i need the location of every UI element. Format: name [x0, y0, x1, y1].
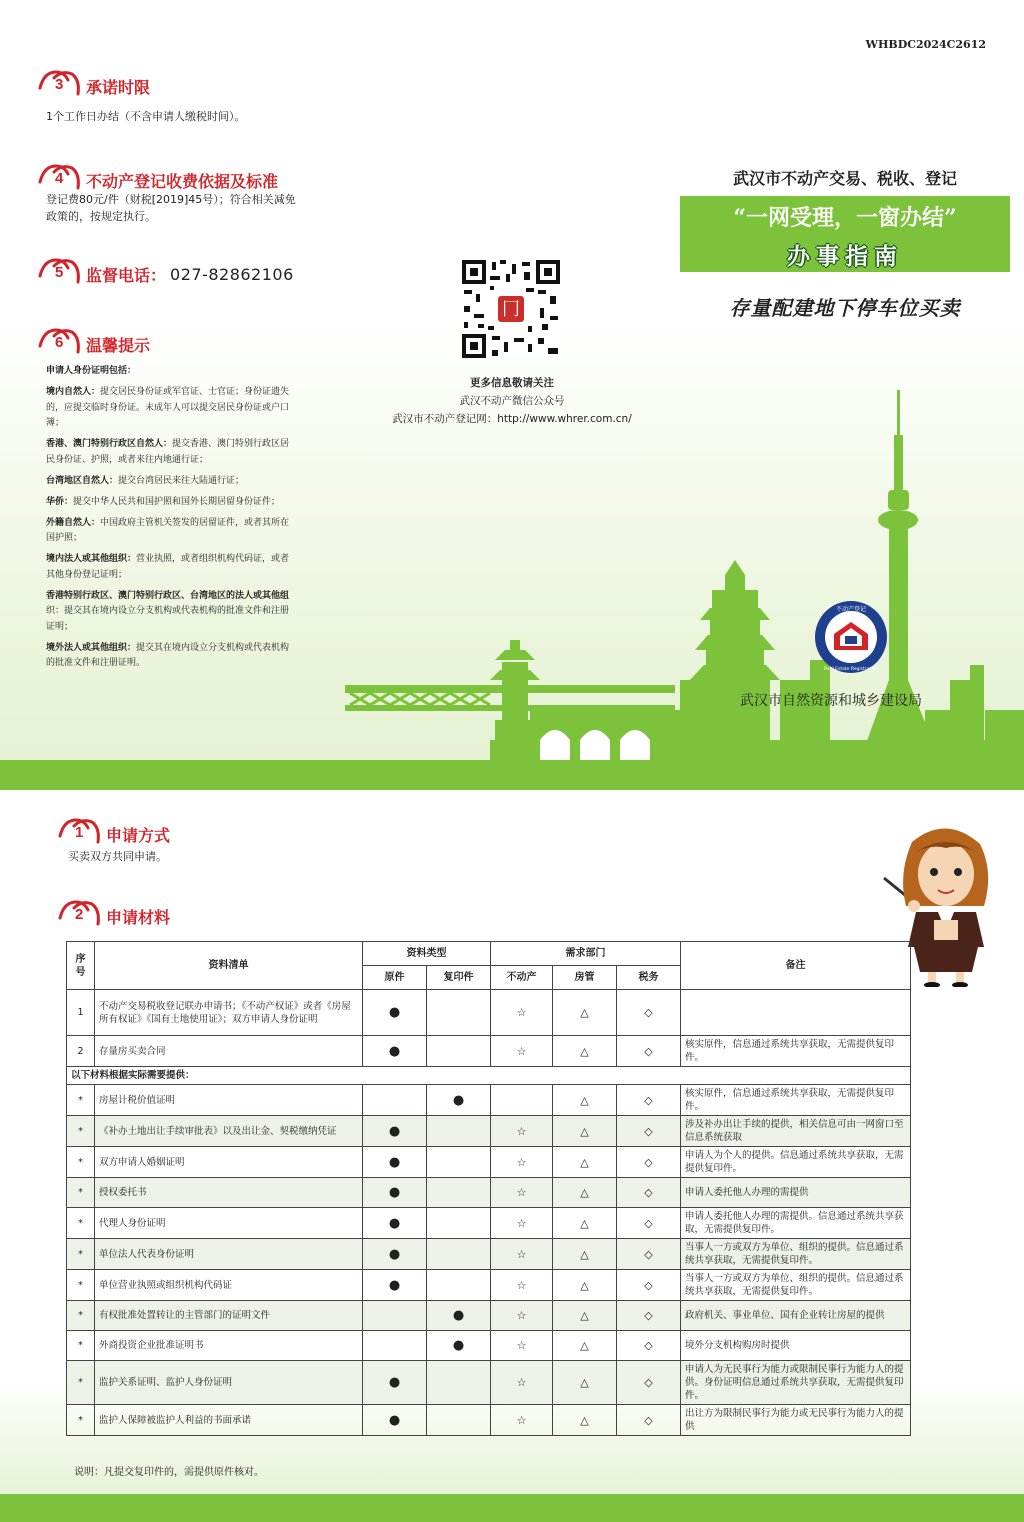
- section-number: 2: [75, 906, 84, 923]
- header-housing: 房管: [553, 966, 617, 990]
- cell-item: 监护人保障被监护人利益的书面承诺: [95, 1405, 363, 1436]
- cell-copy: [427, 1178, 491, 1208]
- green-divider-bar: [0, 760, 1024, 790]
- cell-note: 当事人一方或双方为单位、组织的提供。信息通过系统共享获取，无需提供复印件。: [681, 1270, 911, 1301]
- section-4-text-2: 政策的，按规定执行。: [46, 210, 156, 223]
- table-row: [67, 1405, 911, 1436]
- cell-fg: △: [553, 1085, 617, 1116]
- cell-fg: △: [553, 1361, 617, 1405]
- cell-no: *: [67, 1301, 95, 1331]
- table-row: [67, 1270, 911, 1301]
- cell-note: 出让方为限制民事行为能力或无民事行为能力人的提供: [681, 1405, 911, 1436]
- issuing-organization: 武汉市自然资源和城乡建设局: [740, 693, 922, 709]
- svg-text:不动产登记: 不动产登记: [835, 606, 867, 613]
- cell-no: *: [67, 1116, 95, 1147]
- cell-orig: ●: [363, 1239, 427, 1270]
- table-row: [67, 1036, 911, 1067]
- cell-note: 当事人一方或双方为单位、组织的提供。信息通过系统共享获取，无需提供复印件。: [681, 1239, 911, 1270]
- cell-bdc: ☆: [491, 1361, 553, 1405]
- table-row: [67, 1331, 911, 1361]
- cell-sw: ◇: [617, 1331, 681, 1361]
- cell-fg: △: [553, 1301, 617, 1331]
- cell-bdc: ☆: [491, 1405, 553, 1436]
- cell-orig: [363, 1301, 427, 1331]
- section-badge: [38, 256, 82, 286]
- cell-sw: ◇: [617, 1116, 681, 1147]
- cell-item: 不动产交易税收登记联办申请书；《不动产权证》或者《房屋所有权证》《国有土地使用证》；双方申请人身份证明: [95, 990, 363, 1036]
- cell-item: 单位营业执照或组织机构代码证: [95, 1270, 363, 1301]
- section-1-heading: [58, 816, 170, 846]
- cell-copy: [427, 1270, 491, 1301]
- cell-item: 外商投资企业批准证明书: [95, 1331, 363, 1361]
- header-item: 资料清单: [95, 942, 363, 990]
- section-number: 4: [55, 170, 64, 187]
- header-type: 资料类型: [363, 942, 491, 966]
- cell-fg: △: [553, 1270, 617, 1301]
- qr-caption-line1: 更多信息敬请关注: [470, 377, 554, 389]
- cell-bdc: ☆: [491, 1301, 553, 1331]
- header-dept: 需求部门: [491, 942, 681, 966]
- table-row: [67, 990, 911, 1036]
- table-row: [67, 1208, 911, 1239]
- cell-sw: ◇: [617, 1178, 681, 1208]
- cell-sw: ◇: [617, 1405, 681, 1436]
- cell-copy: ●: [427, 1301, 491, 1331]
- cell-fg: △: [553, 1036, 617, 1067]
- table-row: [67, 1301, 911, 1331]
- tip-item: 台湾地区自然人：提交台湾居民来往大陆通行证；: [46, 475, 245, 486]
- cell-no: *: [67, 1361, 95, 1405]
- cell-item: 存量房买卖合同: [95, 1036, 363, 1067]
- section-title: 不动产登记收费依据及标准: [86, 171, 279, 191]
- cell-no: *: [67, 1147, 95, 1178]
- cell-note: 境外分支机构购房时提供: [681, 1331, 911, 1361]
- table-row: [67, 1239, 911, 1270]
- tip-item: 外籍自然人：中国政府主管机关签发的居留证件，或者其所在 国护照；: [46, 517, 290, 543]
- cell-orig: ●: [363, 1036, 427, 1067]
- cell-note: 核实原件，信息通过系统共享获取，无需提供复印件。: [681, 1085, 911, 1116]
- cell-copy: [427, 1208, 491, 1239]
- section-4-text-1: 登记费80元/件（财税[2019]45号）；符合相关减免: [46, 193, 296, 206]
- section-number: 6: [55, 334, 64, 351]
- cell-orig: ●: [363, 1116, 427, 1147]
- cell-bdc: ☆: [491, 1331, 553, 1361]
- hotline-number: 027-82862106: [170, 264, 294, 284]
- cell-note: 涉及补办出让手续的提供，相关信息可由一网窗口至信息系统获取: [681, 1116, 911, 1147]
- cell-copy: [427, 1239, 491, 1270]
- table-subheader: 以下材料根据实际需要提供：: [67, 1067, 911, 1085]
- section-number: 5: [55, 264, 64, 281]
- section-3-heading: [38, 68, 150, 98]
- section-title: 监督电话：: [86, 265, 167, 285]
- tip-item: 境内法人或其他组织：营业执照，或者组织机构代码证，或者 其他身份登记证明；: [46, 554, 290, 580]
- cell-note: 申请人委托他人办理的需提供: [681, 1178, 911, 1208]
- cover-subtitle: 存量配建地下停车位买卖: [729, 296, 961, 320]
- cell-item: 房屋计税价值证明: [95, 1085, 363, 1116]
- section-5-heading: [38, 256, 294, 286]
- table-subheader-row: [67, 1067, 911, 1085]
- header-copy: 复印件: [427, 966, 491, 990]
- cell-note: 申请人委托他人办理的需提供。信息通过系统共享获取，无需提供复印件。: [681, 1208, 911, 1239]
- cell-sw: ◇: [617, 1208, 681, 1239]
- cell-bdc: ☆: [491, 1036, 553, 1067]
- header-tax: 税务: [617, 966, 681, 990]
- cell-sw: ◇: [617, 1147, 681, 1178]
- cell-sw: ◇: [617, 1270, 681, 1301]
- cell-item: 单位法人代表身份证明: [95, 1239, 363, 1270]
- cell-no: *: [67, 1208, 95, 1239]
- cover-slogan: “一网受理，一窗办结”: [733, 205, 957, 231]
- table-footnote: 说明：凡提交复印件的，需提供原件核对。: [74, 1467, 264, 1478]
- section-number: 3: [55, 76, 64, 93]
- cell-bdc: ☆: [491, 990, 553, 1036]
- section-title: 温馨提示: [86, 335, 151, 355]
- cell-sw: ◇: [617, 1239, 681, 1270]
- cell-item: 授权委托书: [95, 1178, 363, 1208]
- svg-text:冂: 冂: [502, 299, 520, 320]
- cell-no: 1: [67, 990, 95, 1036]
- section-title: 申请方式: [106, 825, 171, 845]
- section-2-heading: [58, 898, 170, 928]
- cell-copy: [427, 1405, 491, 1436]
- tip-item: 香港、澳门特别行政区自然人：提交香港、澳门特别行政区居 民身份证、护照，或者来往内地通行证；: [46, 439, 290, 465]
- cell-fg: △: [553, 1331, 617, 1361]
- table-row: [67, 1147, 911, 1178]
- section-badge: [58, 816, 102, 846]
- cell-note: 申请人为无民事行为能力或限制民事行为能力人的提供。身份证明信息通过系统共享获取，无需提供复印件。: [681, 1361, 911, 1405]
- document-code: WHBDC2024C2612: [865, 38, 986, 51]
- qr-code-icon: [462, 260, 560, 358]
- cell-copy: [427, 1361, 491, 1405]
- table-row: [67, 1178, 911, 1208]
- tip-item: 香港特别行政区、澳门特别行政区、台湾地区的法人或其他组 织：提交其在境内设立分支机构或代表机构的批准文件和注册 证明；: [46, 590, 290, 632]
- tips-intro: 申请人身份证明包括：: [46, 366, 137, 376]
- section-badge: [38, 68, 82, 98]
- cell-orig: ●: [363, 1270, 427, 1301]
- cell-note: 申请人为个人的提供。信息通过系统共享获取，无需提供复印件。: [681, 1147, 911, 1178]
- cell-no: 2: [67, 1036, 95, 1067]
- materials-table: [66, 941, 911, 1436]
- header-note: 备注: [681, 942, 911, 990]
- table-row: [67, 1085, 911, 1116]
- cell-item: 双方申请人婚姻证明: [95, 1147, 363, 1178]
- svg-text:Real Estate Registration: Real Estate Registration: [824, 667, 878, 672]
- section-4-heading: [38, 162, 278, 192]
- tip-item: 境内自然人：提交居民身份证或军官证、士官证；身份证遗失 的，应提交临时身份证。未成年人可以提交居民身份证或户口 簿；: [46, 387, 290, 428]
- tip-item: 境外法人或其他组织：提交其在境内设立分支机构或代表机构 的批准文件和注册证明。: [46, 642, 290, 668]
- cell-fg: △: [553, 1208, 617, 1239]
- cell-orig: [363, 1085, 427, 1116]
- cell-orig: ●: [363, 1361, 427, 1405]
- qr-caption-line2: 武汉不动产微信公众号: [459, 395, 565, 407]
- cell-no: *: [67, 1331, 95, 1361]
- cell-bdc: ☆: [491, 1147, 553, 1178]
- cell-bdc: ☆: [491, 1178, 553, 1208]
- cell-copy: ●: [427, 1331, 491, 1361]
- header-no: 序号: [67, 942, 95, 990]
- cell-no: *: [67, 1085, 95, 1116]
- cell-orig: [363, 1331, 427, 1361]
- cell-orig: ●: [363, 1178, 427, 1208]
- cell-copy: ●: [427, 1085, 491, 1116]
- section-badge: [38, 326, 82, 356]
- cell-orig: ●: [363, 1405, 427, 1436]
- cell-sw: ◇: [617, 990, 681, 1036]
- cell-item: 《补办土地出让手续审批表》以及出让金、契税缴纳凭证: [95, 1116, 363, 1147]
- cell-no: *: [67, 1405, 95, 1436]
- cell-no: *: [67, 1239, 95, 1270]
- cell-fg: △: [553, 990, 617, 1036]
- section-1-text: 买卖双方共同申请。: [68, 850, 167, 863]
- section-3-text: 1个工作日办结（不含申请人缴税时间）。: [46, 110, 246, 123]
- cell-bdc: ☆: [491, 1270, 553, 1301]
- cell-item: 代理人身份证明: [95, 1208, 363, 1239]
- cell-sw: ◇: [617, 1085, 681, 1116]
- cell-sw: ◇: [617, 1361, 681, 1405]
- cell-sw: ◇: [617, 1301, 681, 1331]
- cell-fg: △: [553, 1178, 617, 1208]
- cell-sw: ◇: [617, 1036, 681, 1067]
- cell-copy: [427, 1116, 491, 1147]
- qr-caption-line3: 武汉市不动产登记网：http://www.whrer.com.cn/: [392, 413, 632, 425]
- cell-bdc: ☆: [491, 1239, 553, 1270]
- cell-orig: ●: [363, 990, 427, 1036]
- cover-guide-title: 办事指南: [787, 244, 903, 270]
- cell-copy: [427, 1036, 491, 1067]
- cell-fg: △: [553, 1147, 617, 1178]
- table-row: [67, 1116, 911, 1147]
- cell-bdc: ☆: [491, 1208, 553, 1239]
- cell-fg: △: [553, 1405, 617, 1436]
- header-realestate: 不动产: [491, 966, 553, 990]
- cell-note: 政府机关、事业单位、国有企业转让房屋的提供: [681, 1301, 911, 1331]
- cell-note: 核实原件，信息通过系统共享获取，无需提供复印件。: [681, 1036, 911, 1067]
- cell-note: [681, 990, 911, 1036]
- section-title: 承诺时限: [86, 77, 151, 97]
- cell-item: 监护关系证明、监护人身份证明: [95, 1361, 363, 1405]
- section-title: 申请材料: [106, 907, 171, 927]
- cell-item: 有权批准处置转让的主管部门的证明文件: [95, 1301, 363, 1331]
- cell-no: *: [67, 1270, 95, 1301]
- tips-list: [46, 364, 321, 677]
- cell-bdc: [491, 1085, 553, 1116]
- cell-copy: [427, 1147, 491, 1178]
- cell-fg: △: [553, 1116, 617, 1147]
- header-original: 原件: [363, 966, 427, 990]
- cell-orig: ●: [363, 1208, 427, 1239]
- cell-bdc: ☆: [491, 1116, 553, 1147]
- section-number: 1: [75, 824, 84, 841]
- real-estate-registration-seal-icon: [814, 600, 888, 674]
- section-6-heading: [38, 326, 150, 356]
- cell-no: *: [67, 1178, 95, 1208]
- tip-item: 华侨：提交中华人民共和国护照和国外长期居留身份证件；: [46, 496, 281, 507]
- cell-orig: ●: [363, 1147, 427, 1178]
- bottom-green-bar: [0, 1494, 1024, 1522]
- table-row: [67, 1361, 911, 1405]
- cell-fg: △: [553, 1239, 617, 1270]
- section-badge: [58, 898, 102, 928]
- cell-copy: [427, 990, 491, 1036]
- cover-title: 武汉市不动产交易、税收、登记: [732, 169, 957, 188]
- section-badge: [38, 162, 82, 192]
